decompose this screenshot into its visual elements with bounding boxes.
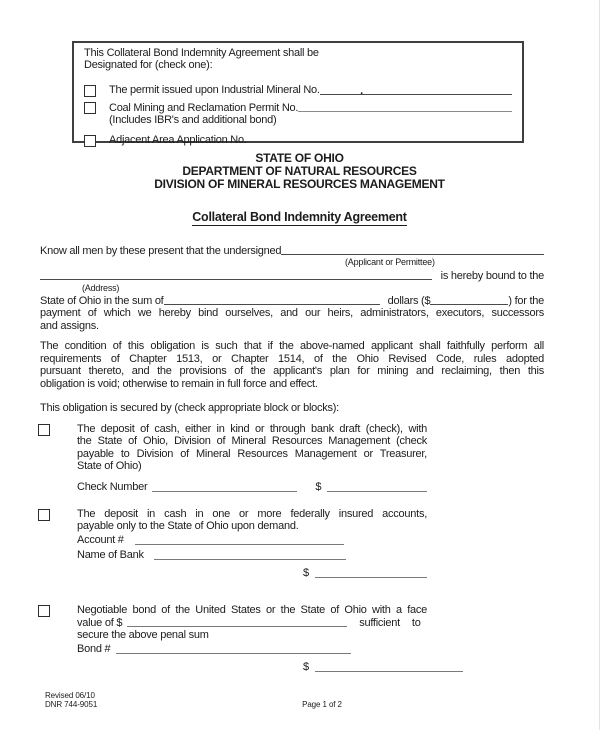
- insured-accounts-line2: payable only to the State of Ohio upon demand.: [77, 520, 299, 532]
- account-amount-field[interactable]: [315, 577, 427, 578]
- face-value-label: value of $: [77, 616, 123, 629]
- cash-deposit-line2: the State of Ohio, Division of Mineral Resources Management (check: [77, 435, 427, 447]
- applicant-name-field[interactable]: [281, 254, 544, 255]
- bond-number-label: Bond #: [77, 643, 111, 655]
- form-footer: [45, 691, 599, 710]
- option-industrial-mineral: [84, 84, 512, 97]
- face-value-row: [77, 616, 427, 629]
- security-option-cash-deposit: [0, 423, 599, 494]
- sum-text: State of Ohio in the sum of: [40, 294, 164, 307]
- revised-date: Revised 06/10: [45, 690, 95, 700]
- dollars-text: dollars ($: [387, 294, 431, 307]
- bound-text: is hereby bound to the: [440, 269, 544, 282]
- applicant-caption: (Applicant or Permittee): [345, 257, 435, 267]
- account-amount-row: [77, 567, 427, 580]
- adjacent-area-label: Adjacent Area Application No.: [109, 134, 247, 146]
- intro-continuation-line2: and assigns.: [40, 319, 99, 332]
- bank-name-row: [77, 549, 427, 562]
- cash-deposit-line1: The deposit of cash, either in kind or through bank draft (check), with: [77, 422, 427, 435]
- bank-name-label: Name of Bank: [77, 549, 144, 561]
- insured-accounts-checkbox[interactable]: [38, 509, 50, 521]
- form-title: Collateral Bond Indemnity Agreement: [192, 210, 407, 224]
- address-field[interactable]: [40, 279, 432, 280]
- insured-accounts-line1: The deposit in cash in one or more federally insured accounts,: [77, 507, 427, 520]
- address-caption: (Address): [82, 283, 120, 293]
- condition-line1: The condition of this obligation is such that if the above-named applicant shall faithfully perform all: [40, 340, 544, 352]
- industrial-mineral-checkbox[interactable]: [84, 85, 96, 97]
- designation-heading-line2: Designated for (check one):: [84, 59, 213, 71]
- account-number-label: Account #: [77, 534, 124, 546]
- for-the-text: ) for the: [508, 294, 544, 307]
- form-body: [40, 245, 544, 415]
- state-name: STATE OF OHIO: [255, 151, 344, 165]
- agency-header: [0, 152, 599, 191]
- bank-name-field[interactable]: [154, 559, 346, 560]
- cash-deposit-line4: State of Ohio): [77, 460, 142, 472]
- insured-accounts-body: [77, 508, 427, 580]
- option-coal-mining: [84, 102, 512, 127]
- form-number: DNR 744-9051: [45, 700, 98, 709]
- department-name: DEPARTMENT OF NATURAL RESOURCES: [182, 164, 417, 178]
- bond-amount-row: [77, 661, 427, 674]
- account-number-field[interactable]: [135, 544, 344, 545]
- designation-heading: [84, 47, 512, 71]
- adjacent-area-checkbox[interactable]: [84, 135, 96, 147]
- industrial-mineral-label: The permit issued upon Industrial Mineral No.: [109, 84, 320, 96]
- address-row: [40, 270, 544, 283]
- sum-words-field[interactable]: [164, 304, 380, 305]
- coal-mining-number-field[interactable]: [298, 111, 512, 112]
- bond-amount-label: $: [303, 661, 309, 673]
- designation-heading-line1: This Collateral Bond Indemnity Agreement shall be: [84, 47, 319, 59]
- intro-opening-text: Know all men by these present that the undersigned: [40, 244, 282, 257]
- negotiable-bond-line1: Negotiable bond of the United States or the State of Ohio with a face: [77, 603, 427, 616]
- coal-mining-body: [109, 102, 512, 127]
- cash-deposit-line3: payable to Division of Mineral Resources Management or Treasurer,: [77, 447, 427, 460]
- check-amount-label: $: [315, 481, 322, 493]
- check-number-field[interactable]: [152, 491, 297, 492]
- check-number-row: [77, 481, 427, 494]
- bond-number-field[interactable]: [116, 653, 351, 654]
- negotiable-bond-line3: secure the above penal sum: [77, 629, 209, 641]
- bond-amount-field[interactable]: [315, 671, 463, 672]
- division-name: DIVISION OF MINERAL RESOURCES MANAGEMENT: [154, 177, 445, 191]
- negotiable-bond-checkbox[interactable]: [38, 605, 50, 617]
- check-amount-field[interactable]: [327, 491, 427, 492]
- industrial-mineral-number-field[interactable]: [320, 84, 512, 97]
- coal-mining-checkbox[interactable]: [84, 102, 96, 114]
- designation-box: [72, 41, 524, 146]
- coal-mining-label: Coal Mining and Reclamation Permit No.: [109, 101, 299, 114]
- sum-row: [40, 295, 544, 308]
- sufficient-text: sufficient: [359, 616, 400, 629]
- sum-amount-field[interactable]: [430, 304, 508, 305]
- condition-paragraph: [40, 340, 544, 390]
- condition-line2: requirements of Chapter 1513, or Chapter 1514, of the Ohio Revised Code, rules adopted: [40, 352, 544, 365]
- account-number-row: [77, 534, 427, 547]
- intro-continuation-line1: payment of which we hereby bind ourselves, and our heirs, administrators, executors, successors: [40, 307, 544, 319]
- line-mark: .: [360, 84, 363, 97]
- option-adjacent-area: [84, 134, 512, 147]
- bond-number-row: [77, 643, 427, 656]
- check-number-label: Check Number: [77, 481, 148, 493]
- secured-by-text: This obligation is secured by (check appropriate block or blocks):: [40, 402, 339, 414]
- security-option-negotiable-bond: [0, 604, 599, 674]
- to-text: to: [411, 616, 421, 629]
- security-option-insured-accounts: [0, 508, 599, 580]
- face-value-field[interactable]: [127, 626, 347, 627]
- condition-line3: pursuant thereto, and the provisions of the applicant's plan for mining and reclaiming, then this: [40, 365, 544, 377]
- account-amount-label: $: [303, 567, 309, 579]
- cash-deposit-checkbox[interactable]: [38, 424, 50, 436]
- page-number: Page 1 of 2: [302, 700, 342, 709]
- form-title-wrap: [0, 211, 599, 226]
- cash-deposit-body: [77, 423, 427, 494]
- negotiable-bond-body: [77, 604, 427, 674]
- coal-mining-note: (Includes IBR's and additional bond): [109, 114, 277, 126]
- condition-line4: obligation is void; otherwise to remain in full force and effect.: [40, 377, 318, 390]
- intro-opening-row: [40, 245, 544, 258]
